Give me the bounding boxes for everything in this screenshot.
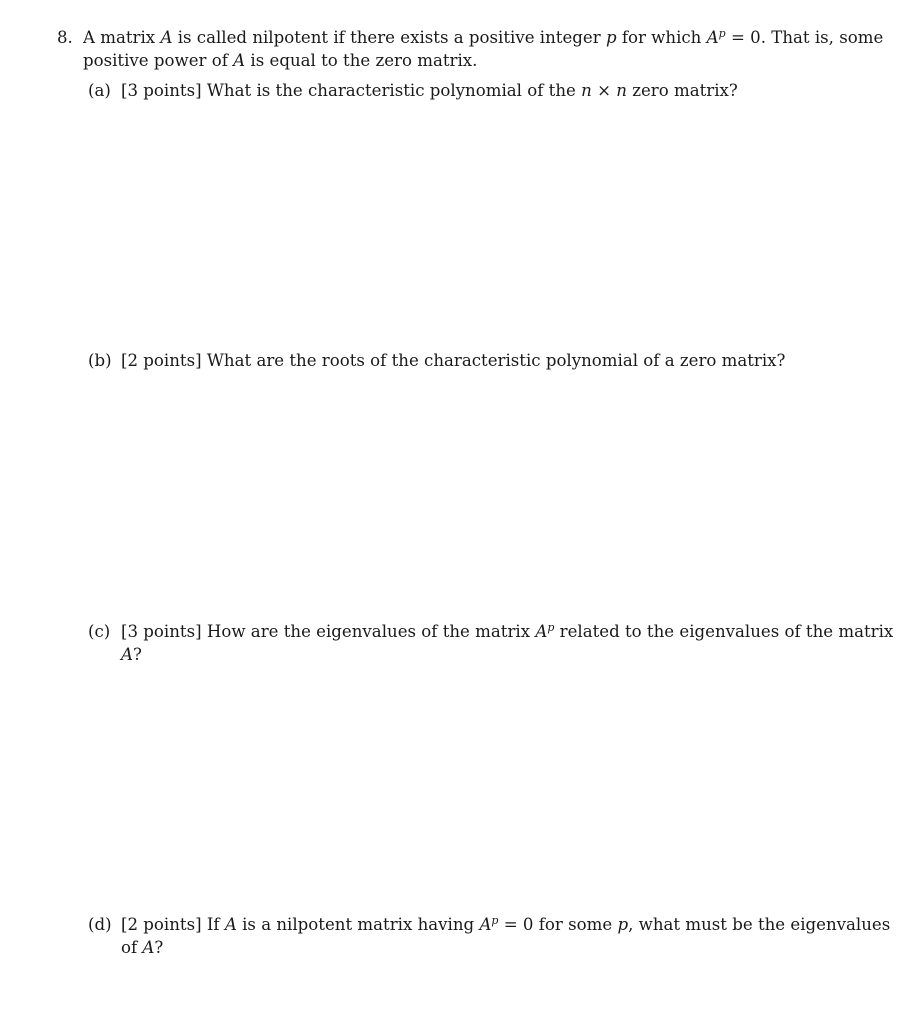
math-var-a: A xyxy=(233,51,246,70)
points-badge: [3 points] xyxy=(121,81,202,100)
part-c-answer-space xyxy=(83,672,858,902)
intro-text: A matrix xyxy=(83,28,156,47)
intro-text: is called nilpotent if there exists a positive integer xyxy=(177,28,601,47)
math-a-power-p: $A^p$ xyxy=(535,621,555,641)
part-d-question-line-1: [2 points] If A is a nilpotent matrix having $A^p = 0$ for some p, what must be the eigenvalues xyxy=(121,914,891,934)
math-a-power-p: $A^p = 0$. xyxy=(706,27,766,47)
math-a-power-p: $A^p$ xyxy=(479,914,499,934)
part-c-label: (c) xyxy=(88,622,111,641)
part-b-label: (b) xyxy=(88,351,112,370)
problem-intro-line-2 xyxy=(83,50,477,72)
part-c-question-line-1: [3 points] How are the eigenvalues of the matrix $A^p$ related to the eigenvalues of the matrix xyxy=(121,621,894,641)
points-badge: [3 points] xyxy=(121,622,202,641)
intro-text: That is, some xyxy=(771,28,884,47)
problem-number xyxy=(57,27,73,49)
points-badge: [2 points] xyxy=(121,351,202,370)
problem-number-text: 8. xyxy=(57,28,73,47)
math-var-a: A xyxy=(121,645,133,664)
math-var-a: A xyxy=(142,938,155,957)
math-var-p: p xyxy=(605,28,617,47)
math-p-with-suffix: p, what must be the eigenvalues xyxy=(617,915,891,934)
problem-intro-line-1 xyxy=(83,27,884,49)
part-d-label: (d) xyxy=(88,915,112,934)
part-a-label: (a) xyxy=(88,81,111,100)
math-var-a: A xyxy=(224,915,237,934)
math-n-by-n: n × n xyxy=(581,81,627,100)
intro-text: is equal to the zero matrix. xyxy=(250,51,478,70)
part-a-question: [3 points] What is the characteristic polynomial of the n × n zero matrix? xyxy=(121,81,738,100)
part-b-question: [2 points] What are the roots of the characteristic polynomial of a zero matrix? xyxy=(121,351,786,370)
part-a-answer-space xyxy=(83,110,858,340)
math-var-a: A xyxy=(160,28,173,47)
part-d-question-line-2: of A? xyxy=(121,938,164,957)
intro-text: positive power of xyxy=(83,51,228,70)
intro-text: for which xyxy=(621,28,702,47)
part-b-answer-space xyxy=(83,380,858,610)
part-c-question-line-2: A? xyxy=(121,645,142,664)
points-badge: [2 points] xyxy=(121,915,202,934)
